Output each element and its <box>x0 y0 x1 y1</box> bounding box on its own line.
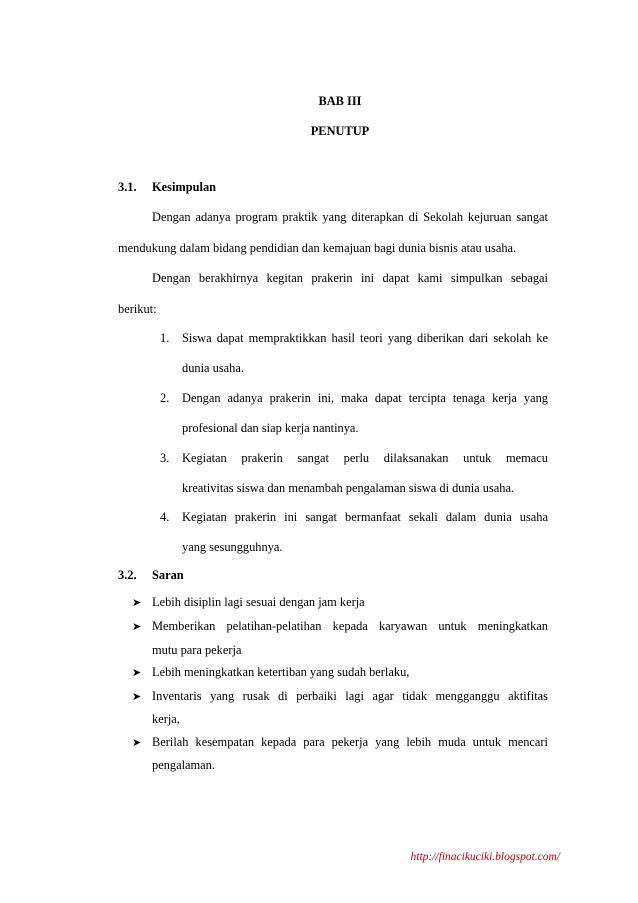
arrow-bullet-icon: ➤ <box>132 620 142 633</box>
arrow-bullet-icon: ➤ <box>132 596 142 609</box>
section-1-title: Kesimpulan <box>152 180 217 194</box>
bullet-line-2: pengalaman. <box>152 758 215 772</box>
bullet-line-1: Berilah kesempatan kepada para pekerja yang lebih muda untuk mencari <box>152 735 548 749</box>
list-item-line-2: kreativitas siswa dan menambah pengalaman siswa di dunia usaha. <box>182 481 515 495</box>
arrow-bullet-icon: ➤ <box>132 736 142 749</box>
paragraph-1-line-2: mendukung dalam bidang pendidian dan kemajuan bagi dunia bisnis atau usaha. <box>118 241 517 255</box>
bullet-line-1: Lebih meningkatkan ketertiban yang sudah berlaku, <box>152 665 410 679</box>
list-item-line-1: Siswa dapat mempraktikkan hasil teori yang diberikan dari sekolah ke <box>182 331 548 345</box>
list-item-line-2: dunia usaha. <box>182 361 244 375</box>
bullet-line-2: mutu para pekerja <box>152 643 242 657</box>
list-item-number: 2. <box>160 391 170 405</box>
section-2-number: 3.2. <box>118 568 137 582</box>
list-item-number: 3. <box>160 451 170 465</box>
bullet-line-1: Lebih disiplin lagi sesuai dengan jam kerja <box>152 595 365 609</box>
list-item-line-2: yang sesungguhnya. <box>182 540 283 554</box>
footer-link[interactable]: http://finacikuciki.blogspot.com/ <box>410 851 560 863</box>
section-2-title: Saran <box>152 568 184 582</box>
arrow-bullet-icon: ➤ <box>132 690 142 703</box>
list-item-number: 1. <box>160 331 170 345</box>
chapter-number: BAB III <box>318 94 362 108</box>
list-item-number: 4. <box>160 510 170 524</box>
bullet-line-1: Inventaris yang rusak di perbaiki lagi agar tidak mengganggu aktifitas <box>152 689 548 703</box>
bullet-line-2: kerja, <box>152 712 180 726</box>
list-item-line-1: Kegiatan prakerin ini sangat bermanfaat sekali dalam dunia usaha <box>182 510 548 524</box>
paragraph-2-line-2: berikut: <box>118 302 157 316</box>
section-1-number: 3.1. <box>118 180 137 194</box>
paragraph-1-line-1: Dengan adanya program praktik yang diterapkan di Sekolah kejuruan sangat <box>152 210 548 224</box>
list-item-line-1: Kegiatan prakerin sangat perlu dilaksanakan untuk memacu <box>182 451 548 465</box>
arrow-bullet-icon: ➤ <box>132 666 142 679</box>
paragraph-2-line-1: Dengan berakhirnya kegitan prakerin ini dapat kami simpulkan sebagai <box>152 271 548 285</box>
bullet-line-1: Memberikan pelatihan-pelatihan kepada karyawan untuk meningkatkan <box>152 619 548 633</box>
list-item-line-2: profesional dan siap kerja nantinya. <box>182 421 359 435</box>
list-item-line-1: Dengan adanya prakerin ini, maka dapat tercipta tenaga kerja yang <box>182 391 548 405</box>
chapter-title: PENUTUP <box>310 124 370 138</box>
